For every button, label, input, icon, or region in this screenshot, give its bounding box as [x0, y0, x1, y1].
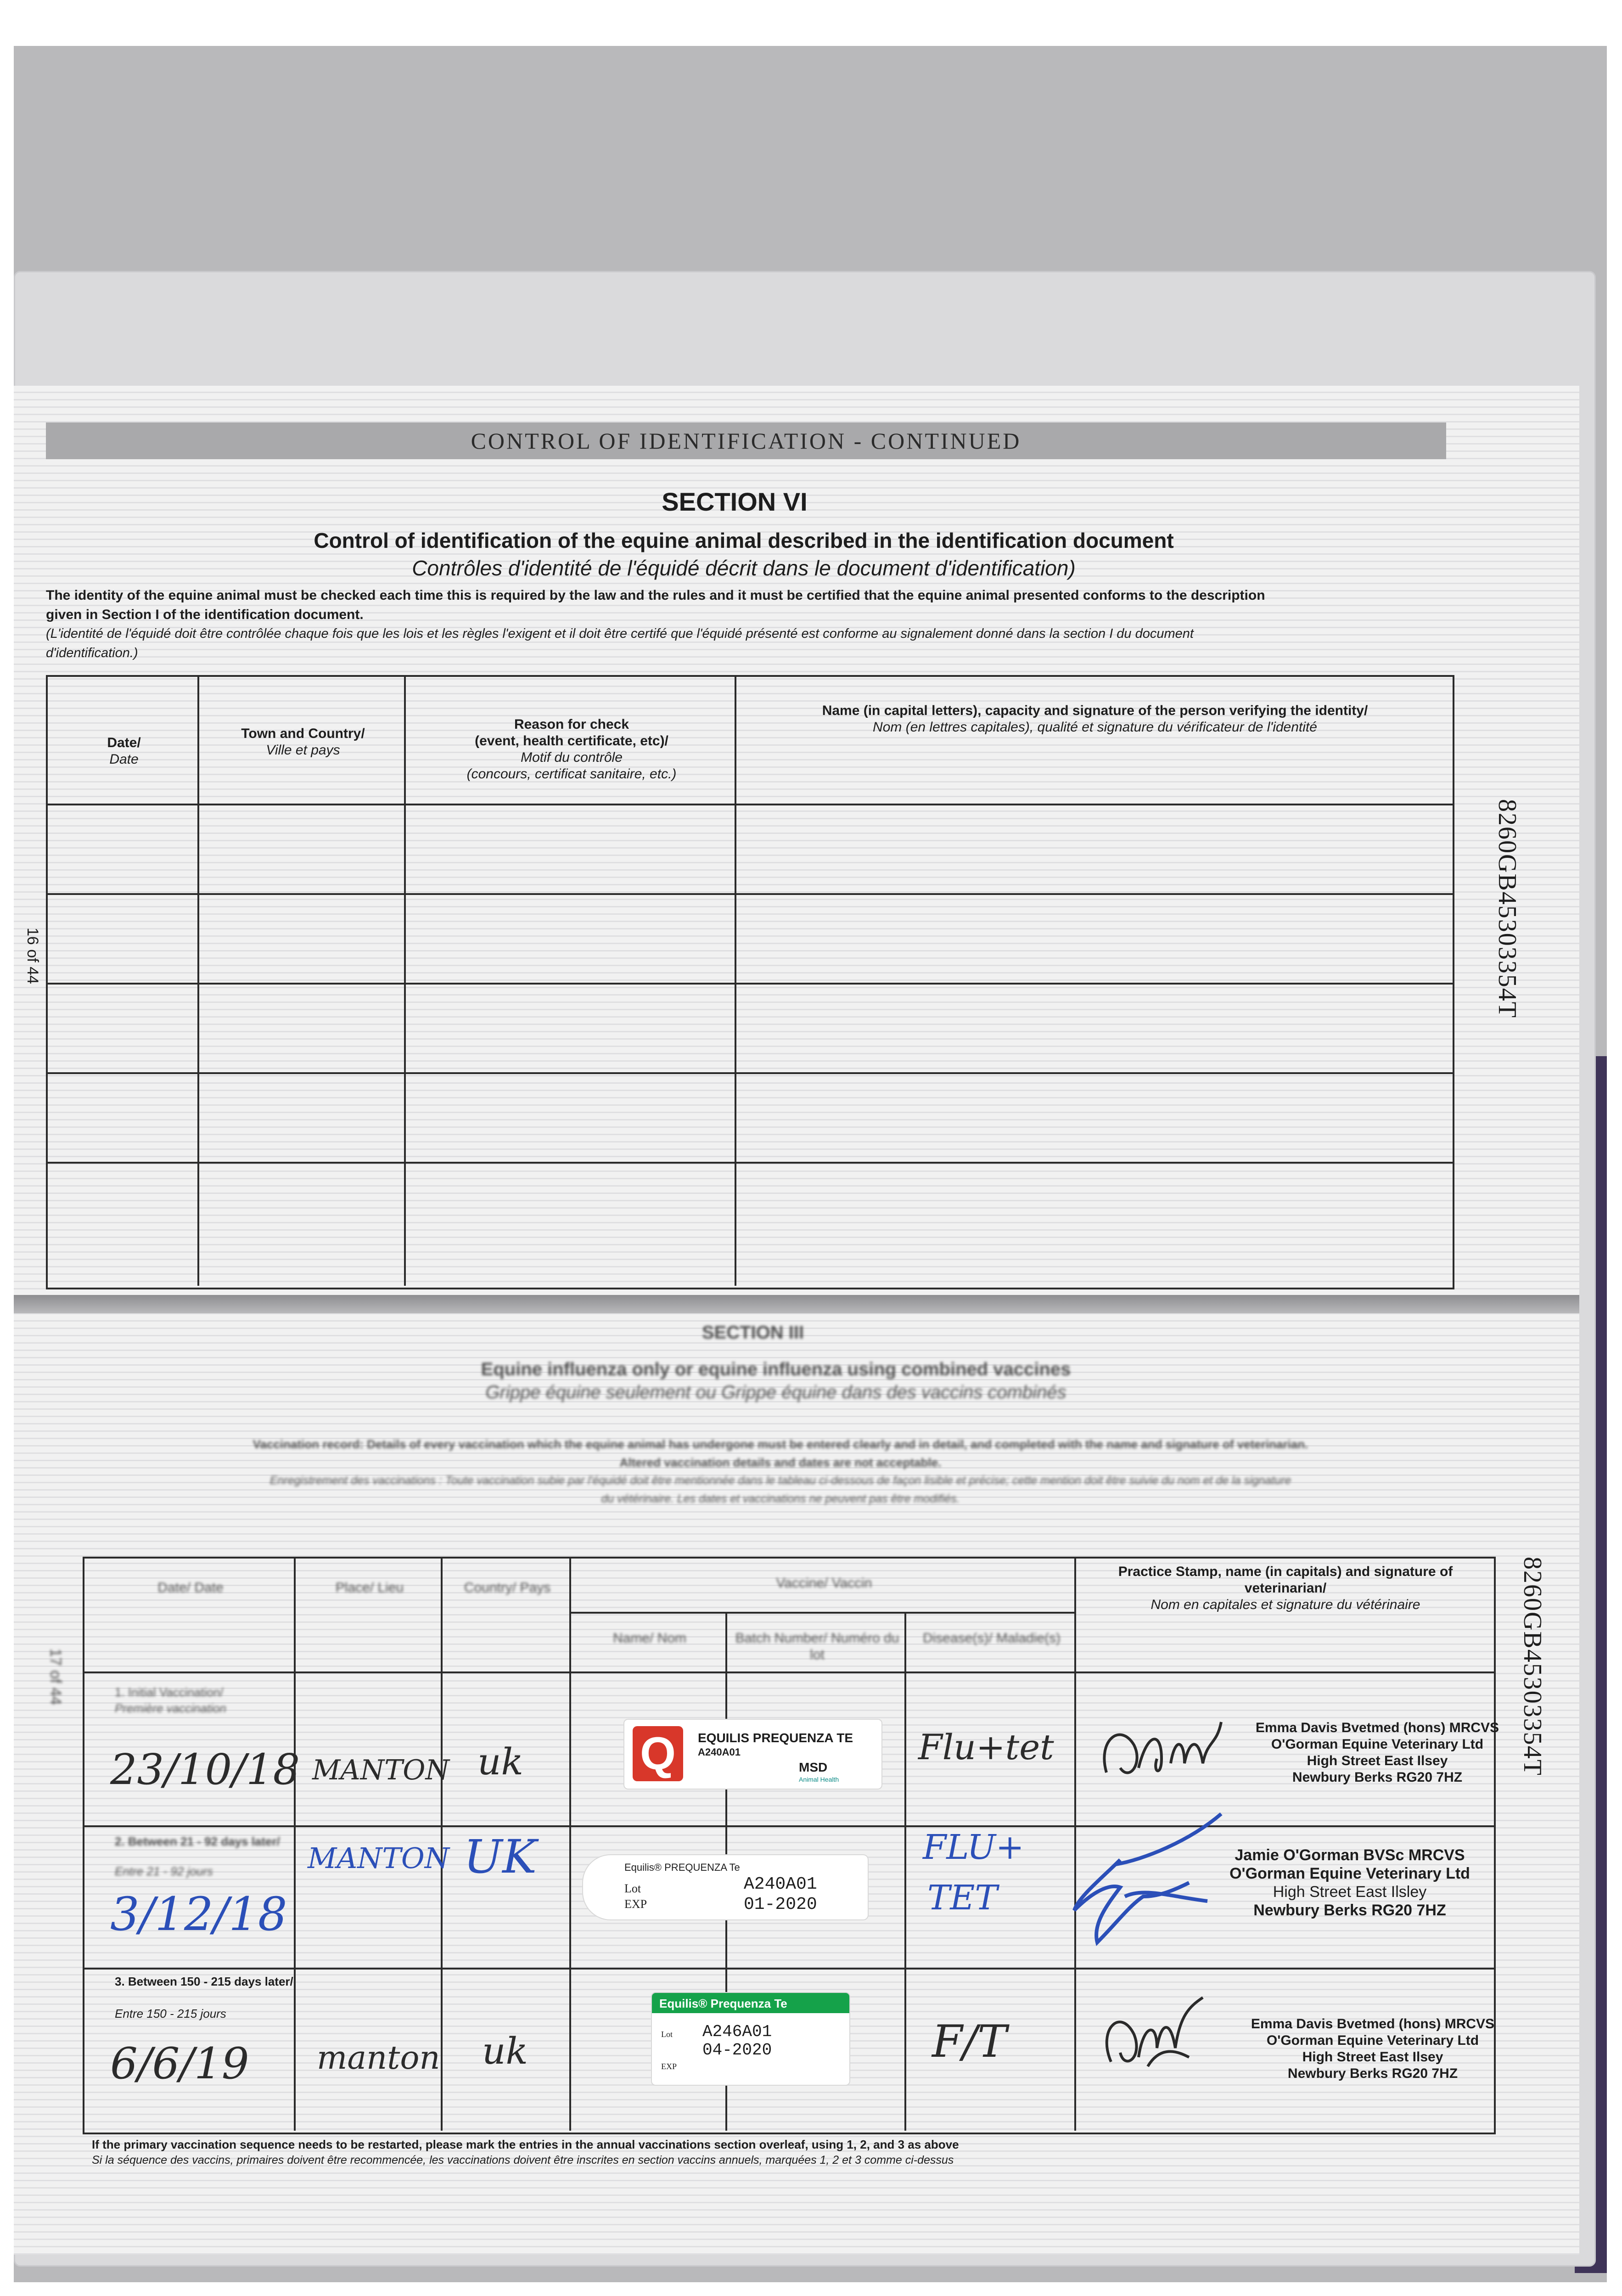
col-header-verifier-en: Name (in capital letters), capacity and signature of the person verifying the identity/ [822, 703, 1368, 718]
row-divider [83, 1968, 1494, 1970]
page-number-bottom: 17 of 44 [47, 1649, 64, 1705]
passport-id-top: 8260GB45303354T [1493, 799, 1521, 1019]
row2-disease-2: TET [927, 1878, 998, 1918]
row-divider [46, 1072, 1453, 1074]
row2-disease-1: FLU+ [923, 1828, 1024, 1867]
row1-sticker-maker-sub: Animal Health [799, 1776, 839, 1783]
row3-vet-signature [1093, 1988, 1212, 2085]
row1-sticker-name: EQUILIS PREQUENZA TE [698, 1731, 853, 1745]
blurred-intro-1: Vaccination record: Details of every vaccination which the equine animal has undergone must be entered clearly and in detail, and completed with the name and signature of veterinarian. [253, 1437, 1308, 1451]
row3-sticker-name: Equilis® Prequenza Te [659, 1997, 787, 2010]
row3-vet-line-4: Newbury Berks RG20 7HZ [1287, 2066, 1458, 2081]
row3-vet-line-3: High Street East Ilsey [1302, 2049, 1443, 2065]
row2-sticker-batch: A240A01 [744, 1874, 817, 1894]
col-header-stamp-en-1: Practice Stamp, name (in capitals) and signature of [1118, 1564, 1453, 1579]
col-divider [735, 675, 736, 1286]
row1-vet-line-2: O'Gorman Equine Veterinary Ltd [1271, 1737, 1484, 1752]
col-divider [569, 1557, 571, 2131]
row1-place: MANTON [312, 1754, 449, 1786]
row3-label-fr: Entre 150 - 215 jours [115, 2007, 226, 2020]
blurred-title-en: Equine influenza only or equine influenza using combined vaccines [481, 1359, 1071, 1379]
col-header-date-en: Date/ [107, 735, 141, 750]
col-header-name-blurred: Name/ Nom [612, 1631, 687, 1646]
row2-vaccine-sticker [583, 1855, 868, 1919]
section-title-fr: Contrôles d'identité de l'équidé décrit dans le document d'identification) [412, 556, 1076, 580]
col-header-reason [409, 716, 735, 782]
col-header-town-fr: Ville et pays [266, 743, 340, 758]
row3-vet-stamp [1244, 2016, 1501, 2082]
col-divider [294, 1557, 296, 2131]
col-header-reason-fr-1: Motif du contrôle [521, 750, 623, 765]
col-header-verifier-fr: Nom (en lettres capitales), qualité et signature du vérificateur de l'identité [873, 720, 1317, 735]
intro-en-line-1: The identity of the equine animal must be checked each time this is required by the law and the rules and it must be certified that the equine animal presented conforms to the description [46, 588, 1265, 603]
continued-banner [46, 422, 1446, 459]
row3-vet-line-1: Emma Davis Bvetmed (hons) MRCVS [1251, 2016, 1495, 2032]
row3-sticker-batch: A246A01 [702, 2022, 772, 2041]
row-divider [569, 1612, 1074, 1614]
col-divider [197, 675, 199, 1286]
row3-place: manton [317, 2039, 440, 2077]
row1-vet-stamp [1253, 1720, 1501, 1786]
col-header-town-en: Town and Country/ [241, 726, 365, 741]
row2-vet-stamp [1221, 1846, 1478, 1919]
row-divider [46, 804, 1453, 805]
col-header-date-fr: Date [109, 752, 139, 767]
row2-vet-line-3: High Street East Ilsley [1273, 1883, 1427, 1901]
row-divider [46, 1162, 1453, 1164]
intro-fr-line-1: (L'identité de l'équidé doit être contrôlée chaque fois que les lois et les règles l'exigent et il doit être certifé que l'équidé présenté est conforme au signalement donné dans la section I du document [46, 626, 1194, 641]
col-header-reason-en-2: (event, health certificate, etc)/ [475, 733, 668, 748]
col-divider [904, 1612, 906, 2131]
row1-vaccine-sticker [624, 1720, 881, 1789]
col-header-verifier [739, 703, 1451, 736]
row3-disease: F/T [932, 2016, 1007, 2067]
blurred-section-heading: SECTION III [702, 1322, 804, 1343]
footer-note-en: If the primary vaccination sequence needs to be restarted, please mark the entries in the annual vaccinations section overleaf, using 1, 2, and 3 as above [92, 2138, 959, 2151]
intro-fr-line-2: d'identification.) [46, 646, 138, 660]
row2-sticker-name: Equilis® PREQUENZA Te [624, 1862, 740, 1873]
row-divider [46, 893, 1453, 895]
row3-sticker-lot-label: Lot [661, 2030, 673, 2039]
col-header-practice-stamp [1079, 1564, 1492, 1613]
row1-sticker-batch: A240A01 [698, 1746, 741, 1758]
row2-vet-line-2: O'Gorman Equine Veterinary Ltd [1229, 1865, 1470, 1882]
row-divider [83, 1825, 1494, 1827]
row2-date: 3/12/18 [110, 1887, 287, 1941]
banner-text: CONTROL OF IDENTIFICATION - CONTINUED [471, 428, 1021, 454]
footer-note-fr: Si la séquence des vaccins, primaires doivent être recommencée, les vaccinations doivent être inscrites en section vaccins annuels, marquées 1, 2 et 3 comme ci-dessus [92, 2154, 954, 2167]
row1-vet-line-4: Newbury Berks RG20 7HZ [1292, 1770, 1463, 1785]
row1-vet-line-1: Emma Davis Bvetmed (hons) MRCVS [1255, 1720, 1499, 1735]
blurred-intro-4: du vétérinaire. Les dates et vaccinations ne peuvent pas être modifiés. [601, 1492, 960, 1505]
row2-sticker-exp-label: EXP [624, 1897, 647, 1911]
row3-sticker-exp: 04-2020 [702, 2041, 772, 2060]
col-header-reason-en-1: Reason for check [514, 717, 629, 732]
row3-date: 6/6/19 [110, 2039, 249, 2089]
col-header-place-blurred: Place/ Lieu [335, 1580, 404, 1595]
col-divider [404, 675, 406, 1286]
row1-disease: Flu+tet [918, 1727, 1054, 1767]
row1-country: uk [477, 1740, 523, 1783]
row1-vet-line-3: High Street East Ilsey [1307, 1753, 1448, 1768]
blurred-intro-2: Altered vaccination details and dates are not acceptable. [619, 1456, 942, 1469]
col-header-vaccine-blurred: Vaccine/ Vaccin [776, 1576, 872, 1591]
row3-vet-line-2: O'Gorman Equine Veterinary Ltd [1266, 2033, 1479, 2048]
col-header-date-blurred: Date/ Date [157, 1580, 224, 1595]
passport-id-bottom: 8260GB45303354T [1518, 1557, 1547, 1776]
row3-country: uk [482, 2030, 528, 2072]
row2-sticker-lot-label: Lot [624, 1882, 641, 1895]
section-heading: SECTION VI [662, 487, 808, 516]
section-title-en: Control of identification of the equine animal described in the identification document [314, 529, 1174, 552]
col-header-reason-fr-2: (concours, certificat sanitaire, etc.) [466, 766, 677, 782]
row-divider [83, 1671, 1494, 1673]
row2-country: UK [464, 1830, 537, 1884]
row3-vaccine-sticker [652, 1993, 849, 2085]
identity-check-table [46, 675, 1454, 1289]
col-header-town [202, 726, 404, 759]
row1-label-en: 1. Initial Vaccination/ [115, 1685, 224, 1699]
row2-vet-line-4: Newbury Berks RG20 7HZ [1253, 1902, 1446, 1919]
col-header-batch-blurred: Batch Number/ Numéro du lot [735, 1631, 899, 1662]
col-header-country-blurred: Country/ Pays [464, 1580, 551, 1595]
row1-vet-signature [1093, 1704, 1230, 1795]
blurred-intro-3: Enregistrement des vaccinations : Toute vaccination subie par l'équidé doit être mentionnée dans le tableau ci-dessous de façon lisible et précise; cette mention doit être suivie du nom et de la signature [269, 1474, 1291, 1487]
row3-sticker-exp-label: EXP [661, 2062, 677, 2071]
row1-sticker-maker: MSD [799, 1760, 828, 1774]
col-header-stamp-fr: Nom en capitales et signature du vétérinaire [1151, 1597, 1420, 1612]
row1-label-fr: Première vaccination [115, 1701, 226, 1715]
blurred-title-fr: Grippe équine seulement ou Grippe équine dans des vaccins combinés [485, 1382, 1066, 1402]
row2-label-en: 2. Between 21 - 92 days later/ [115, 1835, 280, 1848]
col-header-date [51, 735, 197, 768]
row3-label-en: 3. Between 150 - 215 days later/ [115, 1975, 293, 1988]
col-header-stamp-en-2: veterinarian/ [1244, 1581, 1327, 1596]
row-divider [46, 983, 1453, 985]
page-number-top: 16 of 44 [24, 928, 41, 984]
row2-vet-line-1: Jamie O'Gorman BVSc MRCVS [1235, 1846, 1465, 1864]
row2-place: MANTON [308, 1841, 449, 1875]
row2-label-fr: Entre 21 - 92 jours [115, 1864, 213, 1878]
row2-sticker-exp: 01-2020 [744, 1895, 817, 1914]
equilis-q-logo: Q [633, 1726, 683, 1781]
intro-en-line-2: given in Section I of the identification document. [46, 607, 364, 622]
col-header-disease-blurred: Disease(s)/ Maladie(s) [922, 1631, 1061, 1646]
row1-date: 23/10/18 [110, 1745, 300, 1794]
